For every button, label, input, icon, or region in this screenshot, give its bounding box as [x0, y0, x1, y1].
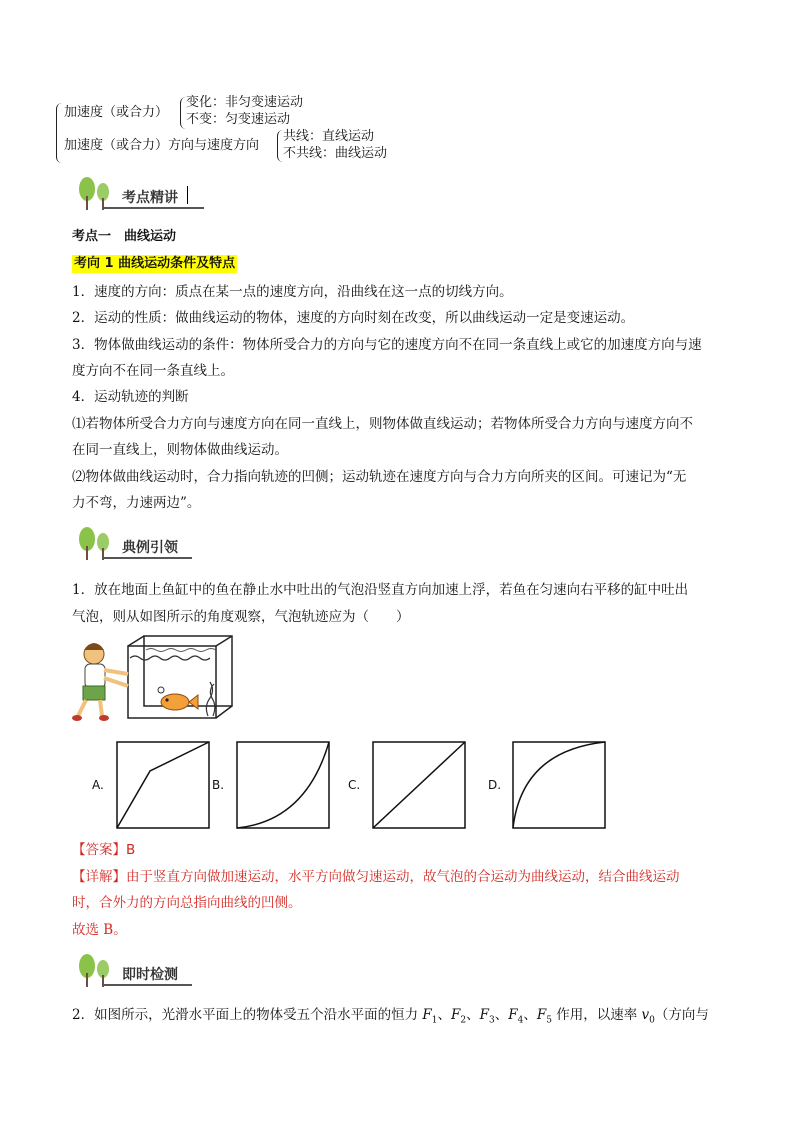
option-c-label: C.	[348, 778, 361, 792]
para-2: 2．运动的性质：做曲线运动的物体，速度的方向时刻在改变，所以曲线运动一定是变速运动。	[72, 310, 635, 326]
question-1-line-a: 1．放在地面上鱼缸中的鱼在静止水中吐出的气泡沿竖直方向加速上浮，若鱼在匀速向右平移的缸中吐出	[72, 582, 689, 598]
q2-suffix: （方向与	[654, 1007, 709, 1023]
detail-line-a	[72, 867, 680, 887]
section-title: 即时检测	[122, 967, 178, 983]
sub-3: 3	[488, 1015, 495, 1026]
sep-4: 、	[523, 1007, 537, 1023]
conclusion: 故选 B。	[72, 922, 127, 938]
answer-line	[72, 840, 135, 860]
text-cursor	[187, 186, 188, 204]
summary-row2-main: 加速度（或合力）方向与速度方向	[64, 138, 260, 153]
summary-row2-a: 共线：直线运动	[283, 129, 375, 144]
para-1: 1．速度的方向：质点在某一点的速度方向，沿曲线在这一点的切线方向。	[72, 284, 513, 300]
option-b-label: B.	[212, 778, 225, 792]
question-1-line-b: 气泡，则从如图所示的角度观察，气泡轨迹应为（ ）	[72, 609, 410, 625]
section-rule	[102, 984, 192, 986]
summary-row1-b: 不变：匀变速运动	[186, 112, 291, 127]
sub-5: 5	[546, 1015, 552, 1026]
section-rule	[102, 207, 204, 209]
section-header-example	[74, 526, 214, 566]
force-f3: F	[479, 1007, 489, 1023]
detail-line-b: 时，合外力的方向总指向曲线的凹侧。	[72, 895, 302, 911]
para-3b: 度方向不在同一条直线上。	[72, 363, 234, 379]
q2-prefix: 2．如图所示，光滑水平面上的物体受五个沿水平面的恒力	[72, 1007, 423, 1023]
kaodian-subtitle: 考向 1 曲线运动条件及特点	[74, 256, 236, 271]
section-title: 考点精讲	[122, 190, 178, 206]
question-2-line	[72, 1005, 709, 1031]
force-f1: F	[422, 1007, 432, 1023]
section-header-check	[74, 953, 214, 993]
answer-tag: 【答案】	[72, 842, 126, 858]
para-5a: ⑴若物体所受合力方向与速度方向在同一直线上，则物体做直线运动；若物体所受合力方向与速度方向不	[72, 416, 693, 432]
detail-tag: 【详解】	[72, 869, 126, 885]
force-f2: F	[451, 1007, 461, 1023]
summary-row1-main: 加速度（或合力）	[64, 105, 169, 120]
section-rule	[102, 557, 192, 559]
sep-2: 、	[466, 1007, 480, 1023]
velocity-v: v	[641, 1007, 650, 1023]
para-6a: ⑵物体做曲线运动时，合力指向轨迹的凹侧；运动轨迹在速度方向与合力方向所夹的区间。可速记为“无	[72, 469, 687, 485]
velocity-sub: 0	[649, 1015, 655, 1026]
section-header-kaodian	[74, 176, 214, 216]
section-title: 典例引领	[122, 540, 178, 556]
detail-text-a: 由于竖直方向做加速运动，水平方向做匀速运动，故气泡的合运动为曲线运动，结合曲线运动	[126, 869, 680, 885]
sub-1: 1	[431, 1015, 438, 1026]
option-d-graph[interactable]	[512, 741, 606, 829]
q2-mid: 作用，以速率	[551, 1007, 642, 1023]
summary-row1-a: 变化：非匀变速运动	[186, 95, 304, 110]
force-f5: F	[536, 1007, 547, 1023]
para-4: 4．运动轨迹的判断	[72, 389, 189, 405]
option-c-graph[interactable]	[372, 741, 466, 829]
sep-3: 、	[494, 1007, 509, 1023]
fish-tank-illustration	[72, 634, 242, 724]
option-b-graph[interactable]	[236, 741, 330, 829]
sep-1: 、	[437, 1007, 451, 1023]
answer-value: B	[126, 842, 136, 858]
kaodian-title: 考点一 曲线运动	[72, 229, 177, 244]
option-d-label: D.	[488, 778, 502, 792]
summary-row2-b: 不共线：曲线运动	[283, 146, 388, 161]
sub-4: 4	[517, 1015, 524, 1026]
option-a-label: A.	[92, 778, 104, 792]
sub-2: 2	[460, 1015, 467, 1026]
outer-brace	[56, 103, 63, 163]
option-a-graph[interactable]	[116, 741, 210, 829]
para-5b: 在同一直线上，则物体做曲线运动。	[72, 442, 288, 458]
para-6b: 力不弯，力速两边”。	[72, 495, 201, 511]
para-3a: 3．物体做曲线运动的条件：物体所受合力的方向与它的速度方向不在同一条直线上或它的加速度方向与速	[72, 337, 702, 353]
force-f4: F	[508, 1007, 518, 1023]
